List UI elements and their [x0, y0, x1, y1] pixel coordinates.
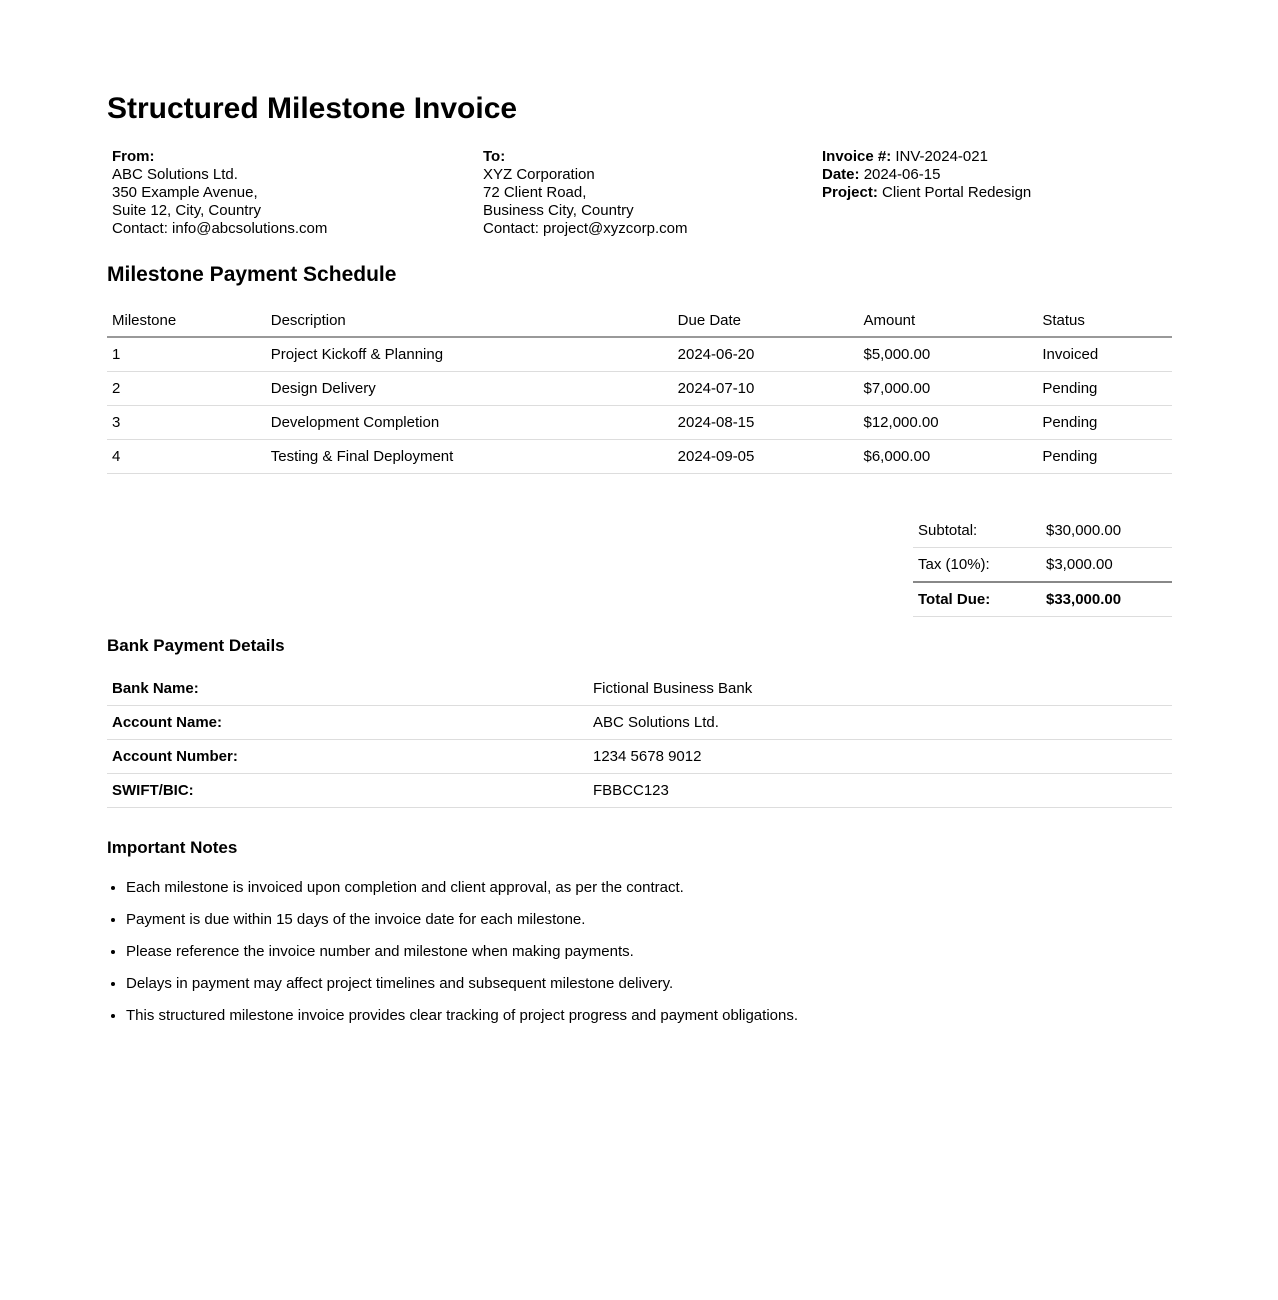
subtotal-value: $30,000.00 — [1041, 514, 1172, 548]
account-number-row — [107, 739, 1172, 773]
schedule-heading: Milestone Payment Schedule — [107, 263, 397, 286]
page-title: Structured Milestone Invoice — [107, 92, 518, 125]
invoice-number-label: Invoice #: — [822, 148, 892, 165]
tax-row — [913, 548, 1172, 583]
cell-amount: $7,000.00 — [859, 372, 1038, 406]
account-name-row — [107, 705, 1172, 739]
invoice-date-label: Date: — [822, 166, 860, 183]
column-header-status: Status — [1037, 303, 1172, 337]
important-notes-list — [107, 879, 1172, 1025]
to-block — [478, 148, 822, 238]
invoice-project-value: Client Portal Redesign — [882, 184, 1032, 201]
table-row — [107, 337, 1172, 372]
subtotal-label: Subtotal: — [913, 514, 1041, 548]
cell-amount: $6,000.00 — [859, 440, 1038, 474]
invoice-number-value: INV-2024-021 — [895, 148, 988, 165]
from-label: From: — [112, 148, 155, 165]
from-contact: Contact: info@abcsolutions.com — [112, 220, 328, 237]
column-header-description: Description — [266, 303, 673, 337]
account-number-label: Account Number: — [107, 739, 588, 773]
important-notes-heading: Important Notes — [107, 837, 238, 857]
to-label: To: — [483, 148, 506, 165]
tax-label: Tax (10%): — [913, 548, 1041, 583]
column-header-milestone: Milestone — [107, 303, 266, 337]
bank-details-table — [107, 672, 1172, 808]
table-row — [107, 440, 1172, 474]
cell-due-date: 2024-09-05 — [673, 440, 859, 474]
from-address-line-2: Suite 12, City, Country — [112, 202, 261, 219]
list-item: • Please reference the invoice number and milestone when making payments. — [126, 943, 1172, 961]
invoice-project-label: Project: — [822, 184, 878, 201]
from-company: ABC Solutions Ltd. — [112, 166, 238, 183]
subtotal-row — [913, 514, 1172, 548]
from-address-line-1: 350 Example Avenue, — [112, 184, 258, 201]
cell-description: Project Kickoff & Planning — [266, 337, 673, 372]
invoice-meta-block — [822, 148, 1171, 238]
account-number-value: 1234 5678 9012 — [588, 739, 1172, 773]
cell-milestone: 2 — [107, 372, 266, 406]
list-item: • Delays in payment may affect project timelines and subsequent milestone delivery. — [126, 975, 1172, 993]
cell-milestone: 3 — [107, 406, 266, 440]
invoice-number-row — [822, 148, 1171, 166]
list-item: • This structured milestone invoice provides clear tracking of project progress and payment obligations. — [126, 1007, 1172, 1025]
bank-name-label: Bank Name: — [107, 672, 588, 706]
account-name-value: ABC Solutions Ltd. — [588, 705, 1172, 739]
cell-description: Testing & Final Deployment — [266, 440, 673, 474]
cell-status: Pending — [1037, 440, 1172, 474]
invoice-project-row — [822, 184, 1171, 202]
invoice-date-row — [822, 166, 1171, 184]
cell-amount: $12,000.00 — [859, 406, 1038, 440]
list-item: • Each milestone is invoiced upon completion and client approval, as per the contract. — [126, 879, 1172, 897]
total-due-value: $33,000.00 — [1041, 582, 1172, 617]
swift-bic-label: SWIFT/BIC: — [107, 773, 588, 807]
cell-milestone: 4 — [107, 440, 266, 474]
totals-table — [913, 514, 1172, 617]
to-address-line-1: 72 Client Road, — [483, 184, 587, 201]
cell-description: Development Completion — [266, 406, 673, 440]
invoice-date-value: 2024-06-15 — [863, 166, 941, 183]
cell-due-date: 2024-06-20 — [673, 337, 859, 372]
table-row — [107, 372, 1172, 406]
cell-amount: $5,000.00 — [859, 337, 1038, 372]
total-due-row — [913, 582, 1172, 617]
from-block — [107, 148, 478, 238]
to-address-line-2: Business City, Country — [483, 202, 634, 219]
tax-value: $3,000.00 — [1041, 548, 1172, 583]
cell-description: Design Delivery — [266, 372, 673, 406]
cell-milestone: 1 — [107, 337, 266, 372]
bank-name-row — [107, 672, 1172, 706]
swift-bic-value: FBBCC123 — [588, 773, 1172, 807]
milestone-table — [107, 303, 1172, 474]
cell-status: Invoiced — [1037, 337, 1172, 372]
table-row — [107, 406, 1172, 440]
swift-bic-row — [107, 773, 1172, 807]
total-due-label: Total Due: — [913, 582, 1041, 617]
parties-row — [107, 148, 1172, 238]
to-company: XYZ Corporation — [483, 166, 595, 183]
bank-details-heading: Bank Payment Details — [107, 636, 285, 656]
bank-name-value: Fictional Business Bank — [588, 672, 1172, 706]
cell-status: Pending — [1037, 406, 1172, 440]
totals-section — [107, 514, 1172, 617]
to-contact: Contact: project@xyzcorp.com — [483, 220, 688, 237]
cell-due-date: 2024-08-15 — [673, 406, 859, 440]
account-name-label: Account Name: — [107, 705, 588, 739]
list-item: • Payment is due within 15 days of the invoice date for each milestone. — [126, 911, 1172, 929]
milestone-table-header-row — [107, 303, 1172, 337]
cell-due-date: 2024-07-10 — [673, 372, 859, 406]
column-header-due-date: Due Date — [673, 303, 859, 337]
cell-status: Pending — [1037, 372, 1172, 406]
column-header-amount: Amount — [859, 303, 1038, 337]
